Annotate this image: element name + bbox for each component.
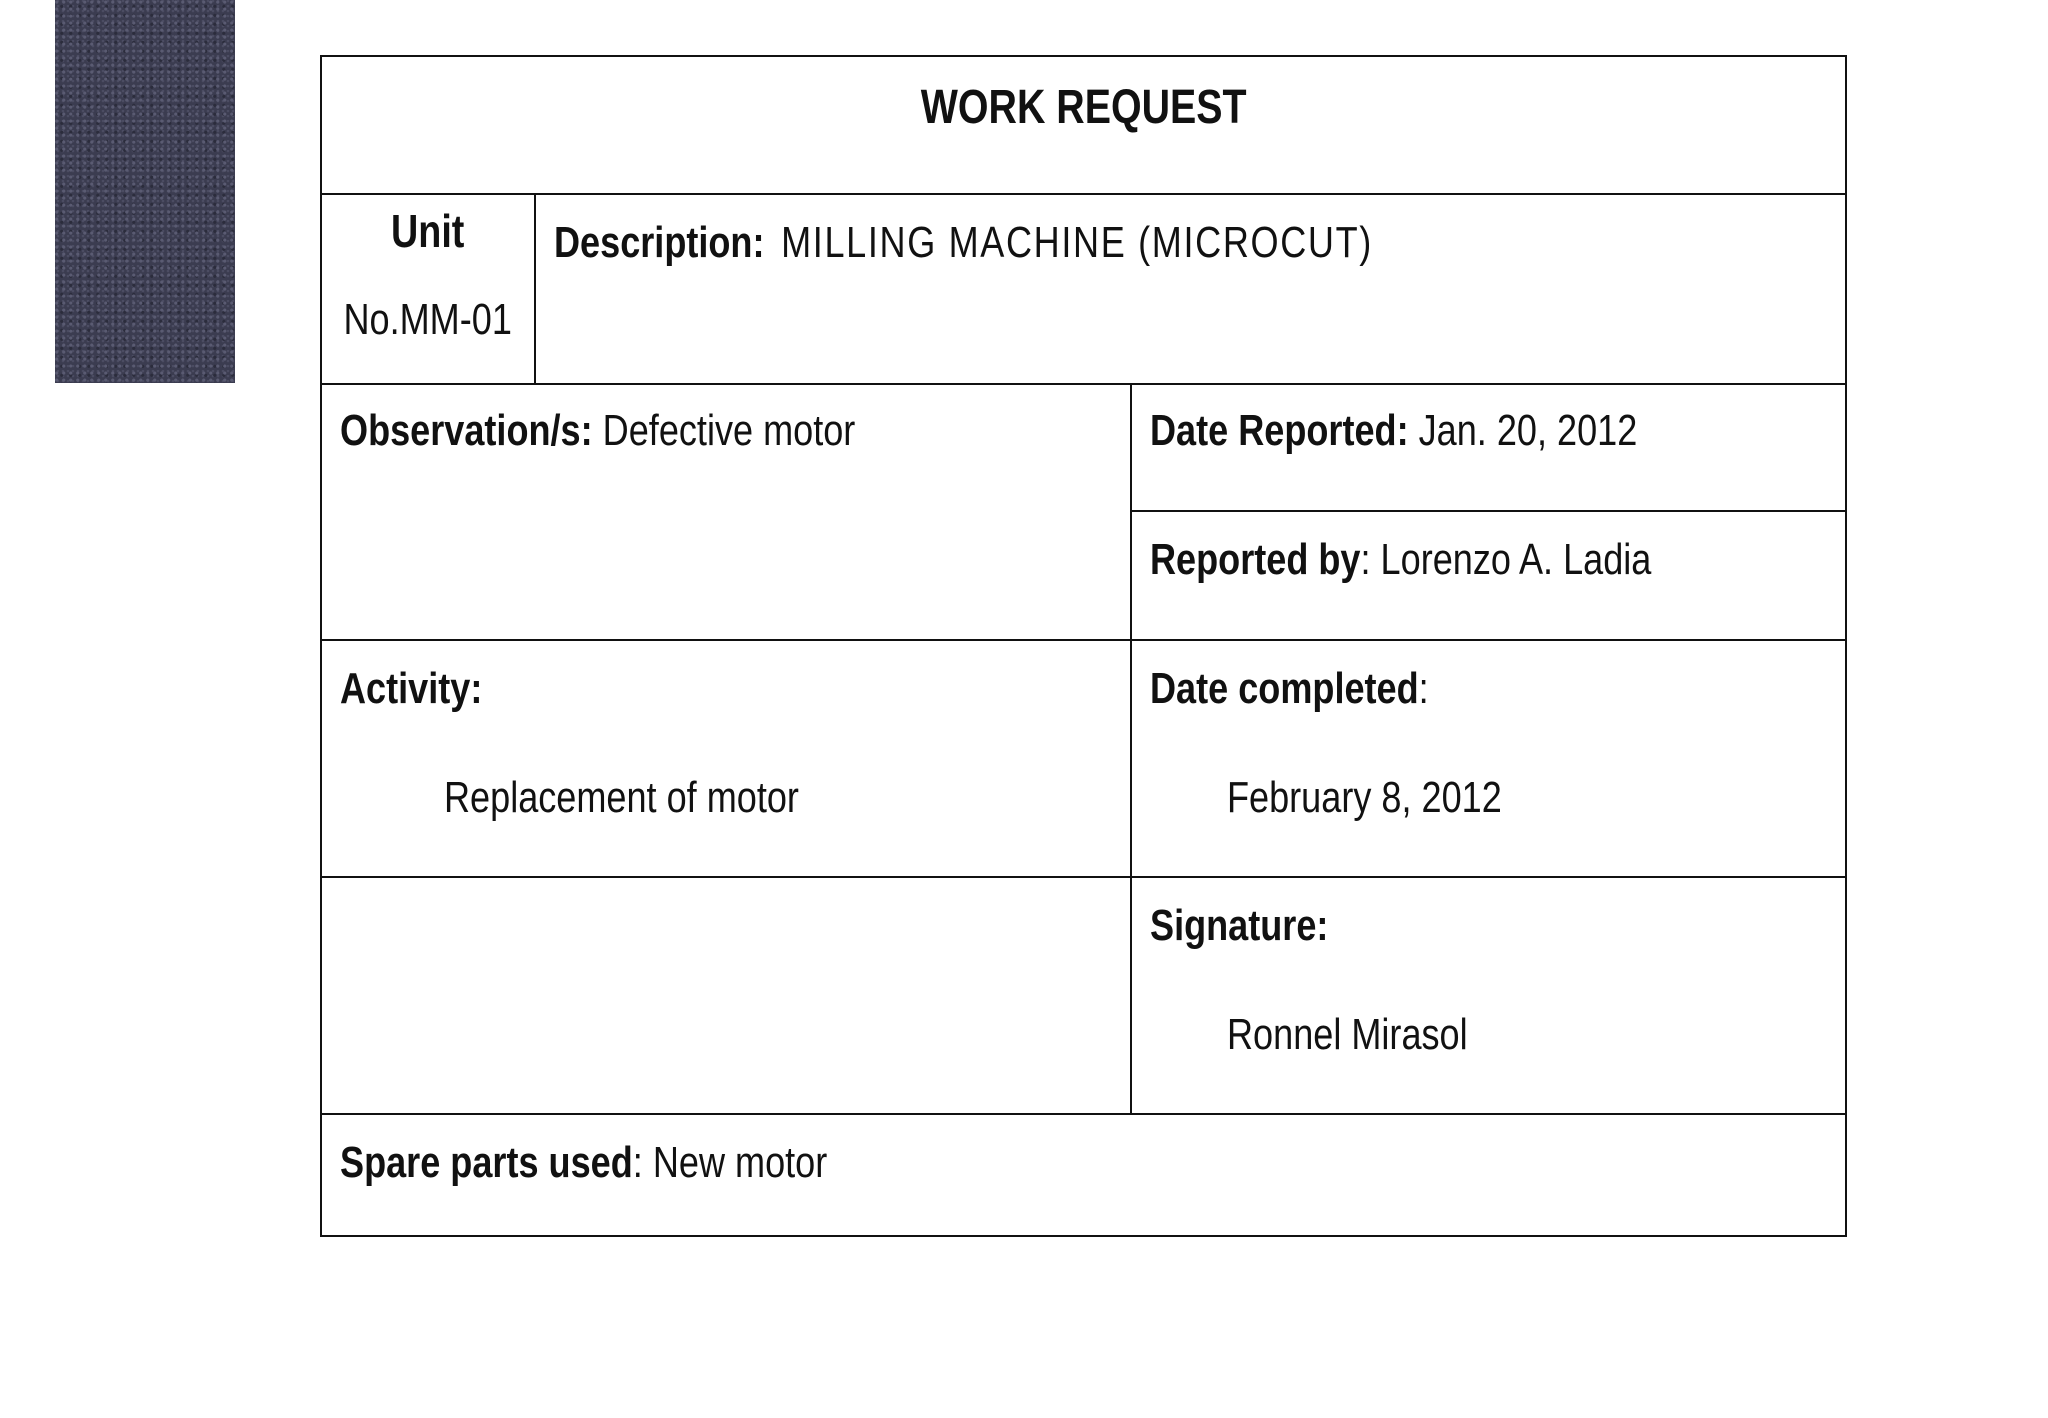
- spare-parts-separator: :: [632, 1138, 643, 1187]
- reported-by-value: Lorenzo A. Ladia: [1380, 535, 1652, 584]
- unit-number: No.MM-01: [343, 295, 513, 344]
- reported-by-label: Reported by: [1150, 535, 1361, 584]
- unit-label: Unit: [391, 205, 465, 257]
- spare-parts-label: Spare parts used: [340, 1138, 633, 1187]
- reported-by-cell: [1150, 534, 1840, 587]
- divider: [322, 193, 1845, 195]
- description-cell: [554, 217, 1834, 270]
- divider: [534, 193, 536, 383]
- unit-cell: [322, 203, 534, 345]
- form-title: WORK REQUEST: [920, 81, 1247, 134]
- divider: [322, 383, 1845, 385]
- decorative-sidebar-block: [55, 0, 235, 383]
- activity-value: Replacement of motor: [444, 772, 799, 822]
- date-reported-label: Date Reported:: [1150, 406, 1409, 455]
- form-title-cell: [322, 79, 1845, 137]
- observation-value: Defective motor: [602, 406, 856, 455]
- spare-parts-value: New motor: [652, 1138, 828, 1187]
- divider: [322, 1113, 1845, 1115]
- date-completed-separator: :: [1418, 664, 1429, 713]
- description-value: MILLING MACHINE (MICROCUT): [781, 218, 1373, 267]
- activity-cell: [340, 663, 1120, 825]
- date-reported-cell: [1150, 405, 1840, 458]
- date-completed-label: Date completed: [1150, 664, 1419, 713]
- divider: [1130, 510, 1845, 512]
- activity-label: Activity:: [340, 664, 483, 713]
- signature-value: Ronnel Mirasol: [1227, 1009, 1468, 1059]
- spare-parts-cell: [340, 1137, 1840, 1190]
- observation-cell: [340, 405, 1120, 458]
- date-reported-value: Jan. 20, 2012: [1418, 406, 1638, 455]
- signature-cell: [1150, 900, 1840, 1062]
- work-request-form: [320, 55, 1847, 1237]
- divider: [322, 876, 1845, 878]
- reported-by-separator: :: [1360, 535, 1371, 584]
- observation-label: Observation/s:: [340, 406, 593, 455]
- date-completed-cell: [1150, 663, 1840, 825]
- description-label: Description:: [554, 218, 765, 267]
- date-completed-value: February 8, 2012: [1227, 772, 1502, 822]
- signature-label: Signature:: [1150, 901, 1329, 950]
- divider: [322, 639, 1845, 641]
- divider: [1130, 383, 1132, 1113]
